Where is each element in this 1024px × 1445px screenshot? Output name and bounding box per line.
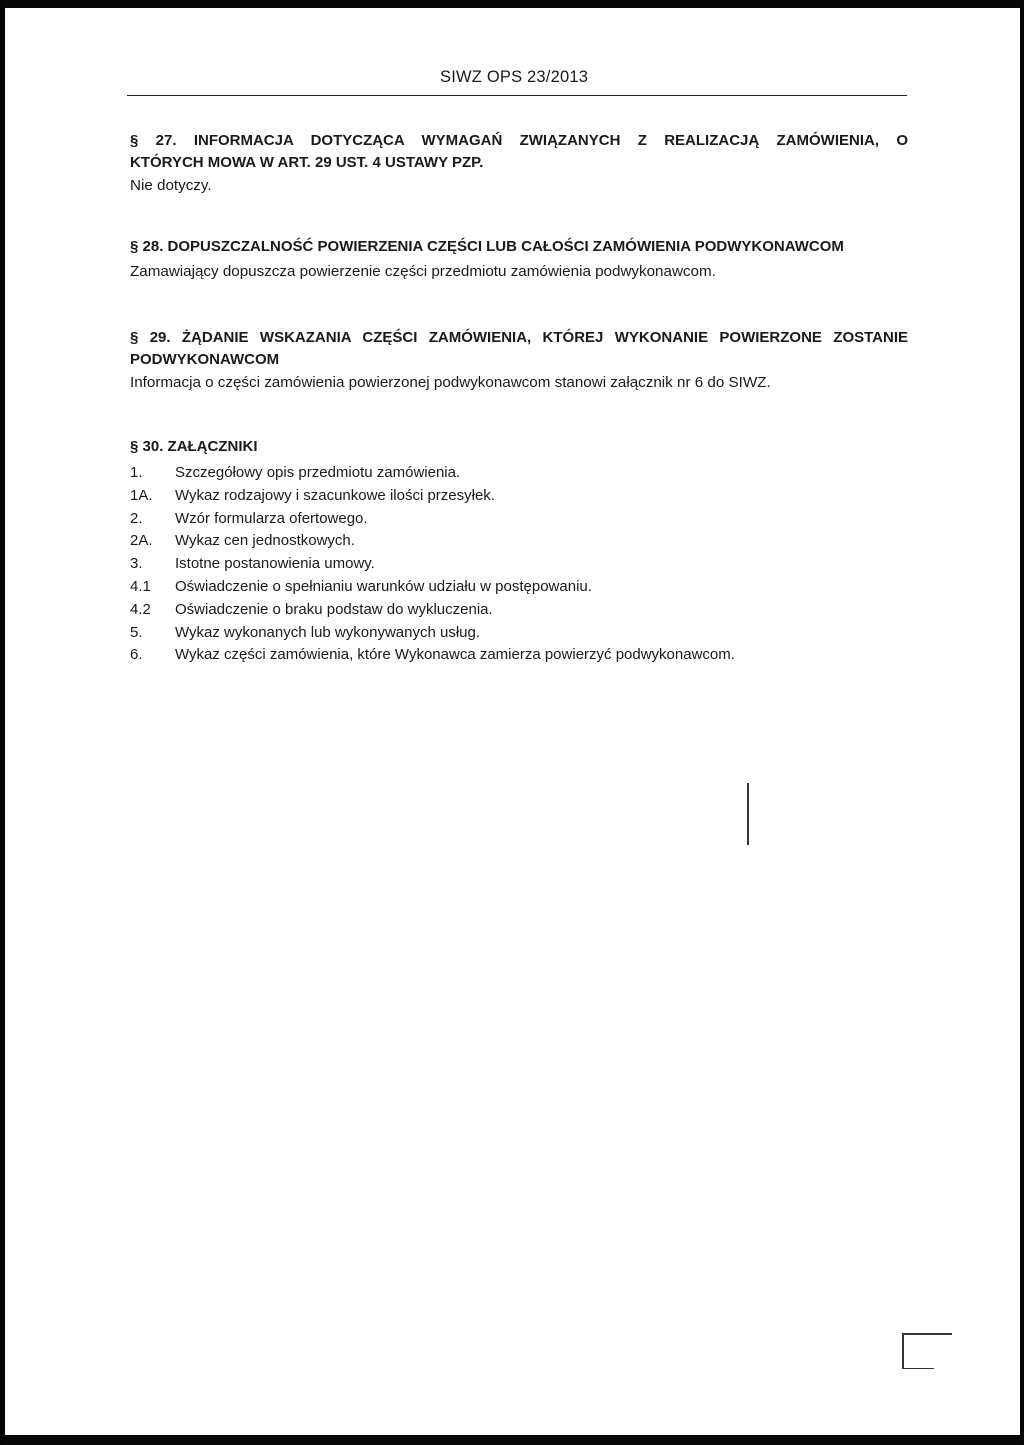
section-27-heading-line1: § 27. INFORMACJA DOTYCZĄCA WYMAGAŃ ZWIĄZANYCH Z REALIZACJĄ ZAMÓWIENIA, O	[130, 132, 908, 149]
list-item	[130, 599, 735, 622]
attachment-title: Oświadczenie o braku podstaw do wykluczenia.	[175, 600, 493, 618]
attachment-number: 4.2	[130, 600, 151, 618]
list-item	[130, 644, 735, 667]
list-item	[130, 530, 735, 553]
attachment-title: Szczegółowy opis przedmiotu zamówienia.	[175, 464, 461, 481]
list-item	[130, 462, 735, 485]
list-item	[130, 622, 735, 645]
attachment-number: 4.1	[130, 577, 151, 595]
scan-artifact-corner-mark	[902, 1333, 952, 1369]
scan-border-top	[0, 0, 1024, 8]
section-29-heading-line1: § 29. ŻĄDANIE WSKAZANIA CZĘŚCI ZAMÓWIENIA, KTÓREJ WYKONANIE POWIERZONE ZOSTANIE	[130, 329, 908, 346]
section-27-heading-line2: KTÓRYCH MOWA W ART. 29 UST. 4 USTAWY PZP.	[130, 154, 484, 171]
list-item	[130, 553, 735, 576]
attachment-title: Wykaz części zamówienia, które Wykonawca zamierza powierzyć podwykonawcom.	[175, 646, 735, 664]
attachment-title: Oświadczenie o spełnianiu warunków udziału w postępowaniu.	[175, 577, 592, 595]
attachment-title: Wykaz cen jednostkowych.	[175, 532, 355, 550]
attachment-title: Wzór formularza ofertowego.	[175, 509, 368, 527]
attachment-number: 1.	[130, 464, 143, 481]
scan-border-right	[1020, 0, 1024, 1445]
section-27-body: Nie dotyczy.	[130, 177, 212, 194]
section-28-heading: § 28. DOPUSZCZALNOŚĆ POWIERZENIA CZĘŚCI LUB CAŁOŚCI ZAMÓWIENIA PODWYKONAWCOM	[130, 238, 844, 255]
attachment-number: 6.	[130, 646, 143, 664]
attachment-number: 3.	[130, 555, 143, 573]
attachment-title: Wykaz rodzajowy i szacunkowe ilości przesyłek.	[175, 486, 495, 504]
list-item	[130, 576, 735, 599]
attachment-number: 2A.	[130, 532, 153, 550]
corner-mark-bottom-line	[902, 1368, 934, 1370]
attachment-number: 2.	[130, 509, 143, 527]
page-header-doc-id: SIWZ OPS 23/2013	[440, 68, 589, 86]
corner-mark-left-line	[902, 1333, 904, 1369]
attachments-list	[130, 462, 735, 667]
corner-mark-top-line	[902, 1333, 952, 1335]
attachment-number: 1A.	[130, 486, 153, 504]
scan-border-left	[0, 0, 5, 1445]
attachment-number: 5.	[130, 623, 143, 641]
section-29-heading-line2: PODWYKONAWCOM	[130, 351, 280, 368]
attachment-title: Wykaz wykonanych lub wykonywanych usług.	[175, 623, 481, 641]
attachment-title: Istotne postanowienia umowy.	[175, 555, 375, 573]
scan-artifact-vertical-line	[747, 783, 749, 845]
scan-border-bottom	[0, 1435, 1024, 1445]
section-29-body: Informacja o części zamówienia powierzonej podwykonawcom stanowi załącznik nr 6 do SIWZ.	[130, 374, 771, 391]
list-item	[130, 485, 735, 508]
section-28-body: Zamawiający dopuszcza powierzenie części przedmiotu zamówienia podwykonawcom.	[130, 263, 716, 280]
list-item	[130, 508, 735, 531]
section-30-heading: § 30. ZAŁĄCZNIKI	[130, 438, 258, 455]
header-rule	[127, 95, 907, 96]
